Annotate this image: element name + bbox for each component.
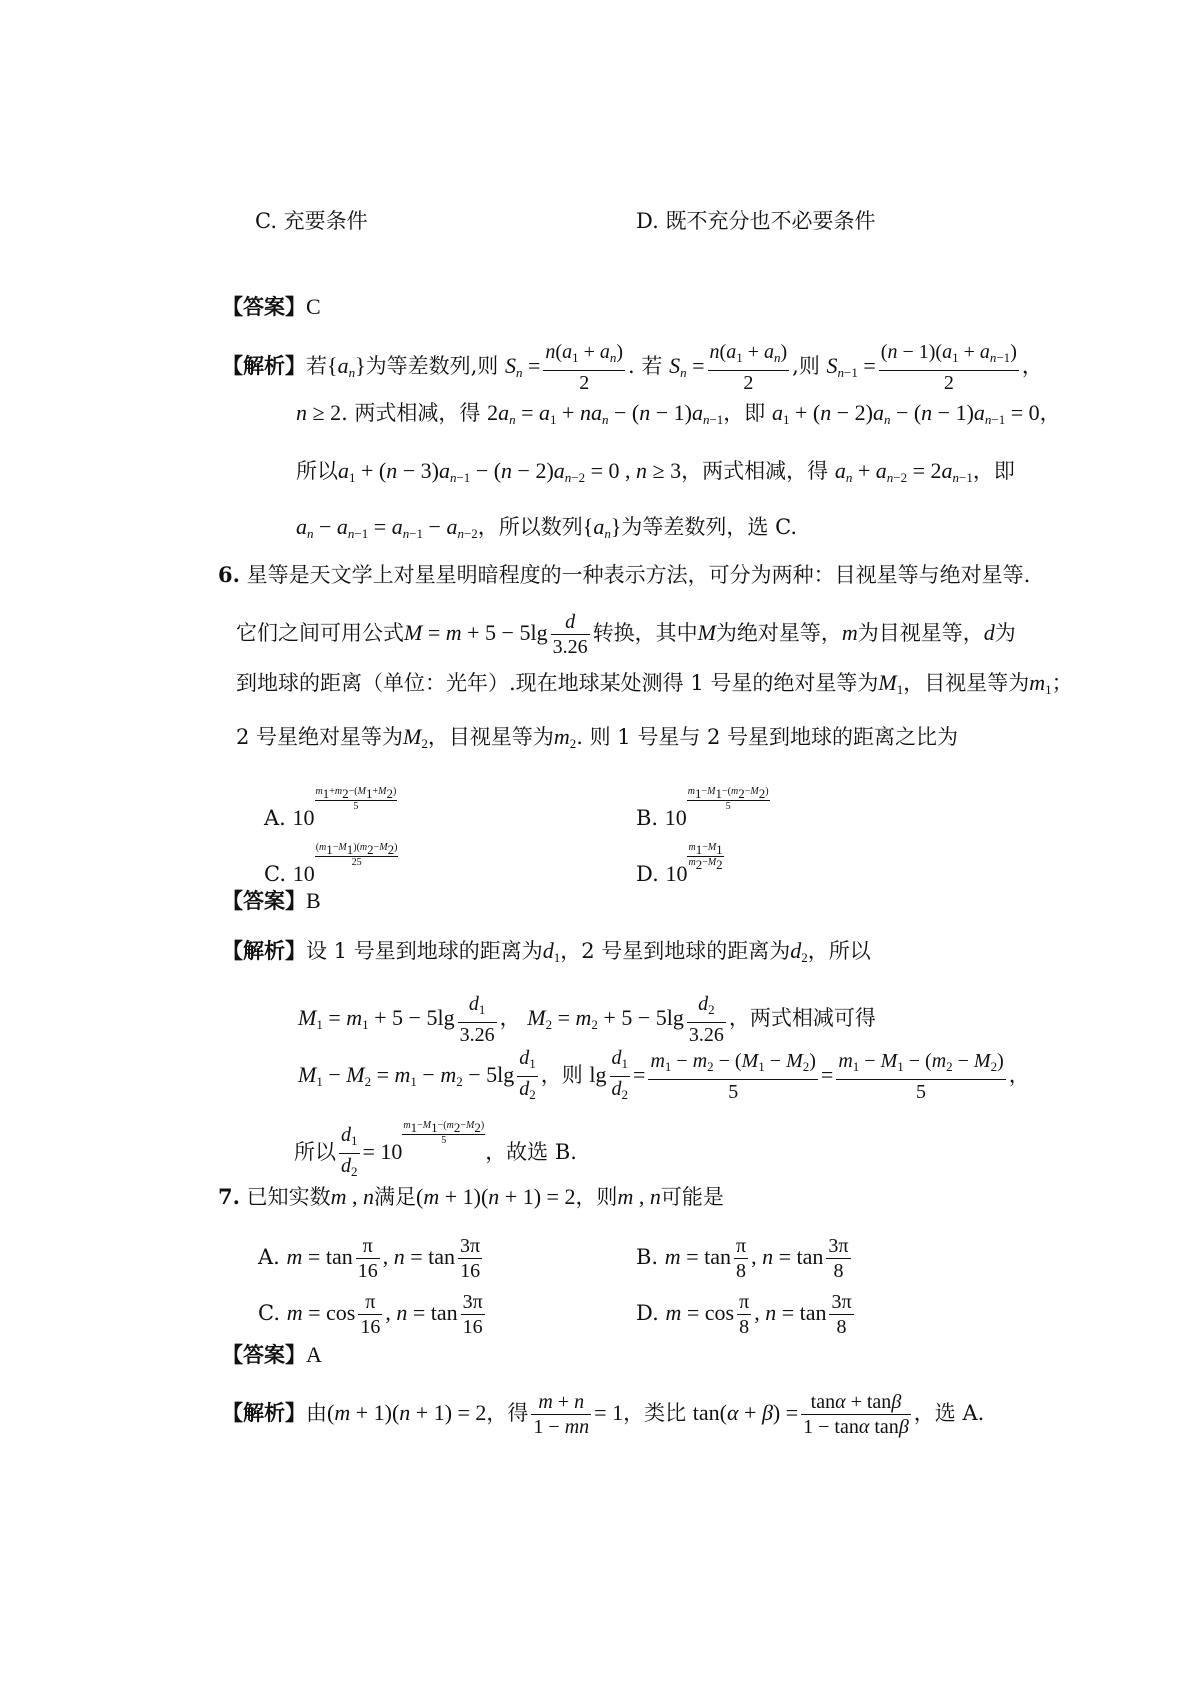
q7-option-d: D. m = cos $\frac{\pi}{8}$ , n = tan $\frac{3\pi}{8}$ <box>636 1291 852 1338</box>
q7-option-a: A. m = tan $\frac{\pi}{16}$ , n = tan $\frac{3\pi}{16}$ <box>258 1235 481 1282</box>
q6-stem-line4: 2 号星绝对星等为$M_2$，目视星等为$m_2$. 则 1 号星与 2 号星到地球的距离之比为 <box>236 724 959 751</box>
q6-stem-line1: 6. 星等是天文学上对星星明暗程度的一种表示方法，可分为两种：目视星等与绝对星等. <box>218 562 1031 587</box>
q5-solution-line2: n ≥ 2. 两式相减，得 $2a_n = a_1 + na_n - (n - 1)a_{n-1}$，即 $a_1 + (n - 2)a_n - (n - 1)a_{n-1} = 0$， <box>296 400 1061 427</box>
q6-option-c: C. 10 $\frac{(m_1-M_1)(m_2-M_2)}{25}$ <box>264 842 398 886</box>
q5-option-c: C. 充要条件 <box>255 209 368 233</box>
q6-answer: 【答案】B <box>222 888 321 913</box>
q6-option-d: D. 10 $\frac{m_1-M_1}{m_2-M_2}$ <box>636 842 723 886</box>
q5-solution-line3: 所以$a_1 + (n - 3)a_{n-1} - (n - 2)a_{n-2} = 0$ , n ≥ 3，两式相减，得 $a_n + a_{n-2} = 2a_{n-1}$，即 <box>296 458 1015 485</box>
q5-solution-line1: 【解析】若$\{a_n\}$为等差数列,则 $S_n$ = $\frac{n(a_1 + a_n)}{2}$ . 若 $S_n$ = $\frac{n(a_1 + a_n)}{2}$ ,则 $S_{n-1}$ = $\frac{(n - 1)(a_1 + a_{n-1})}{2}$ ， <box>222 341 1043 394</box>
q7-stem: 7. 已知实数m , n满足(m + 1)(n + 1) = 2，则m , n可能是 <box>218 1184 724 1209</box>
q6-stem-line2: 它们之间可用公式M = m + 5 − 5lg $\frac{d}{3.26}$ 转换，其中M为绝对星等，m为目视星等，d为 <box>236 611 1016 658</box>
q5-solution-line4: $a_n - a_{n-1} = a_{n-1} - a_{n-2}$，所以数列$\{a_n\}$为等差数列，选 C. <box>296 514 798 541</box>
q7-option-c: C. m = cos $\frac{\pi}{16}$ , n = tan $\frac{3\pi}{16}$ <box>258 1291 483 1338</box>
q5-answer: 【答案】C <box>222 294 321 319</box>
q6-stem-line3: 到地球的距离（单位：光年）.现在地球某处测得 1 号星的绝对星等为$M_1$，目视星等为$m_1$； <box>236 670 1073 697</box>
q7-answer: 【答案】A <box>222 1342 322 1367</box>
q6-solution-line3: $M_1 - M_2 = m_1 - m_2 - 5\lg$ $\frac{d_1}{d_2}$ ，则 lg $\frac{d_1}{d_2}$ = $\frac{m_1 - m_2 - (M_1 - M_2)}{5}$ = $\frac{m_1 - M_1 - (m_2 - M_2)}{5}$ ， <box>298 1047 1030 1103</box>
q6-option-a: A. 10 $\frac{m_1+m_2-(M_1+M_2)}{5}$ <box>264 786 397 830</box>
q6-solution-line2: $M_1 = m_1 + 5 - 5\lg$ $\frac{d_1}{3.26}$ ， $M_2 = m_2 + 5 - 5\lg$ $\frac{d_2}{3.26}$ ，两式相减可得 <box>298 993 876 1046</box>
q6-solution-line4: 所以 $\frac{d_1}{d_2}$ = 10 $\frac{m_1-M_1-(m_2-M_2)}{5}$ ，故选 B. <box>294 1120 577 1179</box>
q5-option-d: D. 既不充分也不必要条件 <box>636 209 876 233</box>
q7-option-b: B. m = tan $\frac{\pi}{8}$ , n = tan $\frac{3\pi}{8}$ <box>636 1235 849 1282</box>
q7-solution: 【解析】由(m + 1)(n + 1) = 2，得 $\frac{m + n}{1 - mn}$ = 1，类比 tan(α + β) = $\frac{\tan\alpha + \tan\beta}{\text{1 − tanα tanβ}}$ ，选 A. <box>222 1391 985 1438</box>
q6-solution-line1: 【解析】设 1 号星到地球的距离为$d_1$，2 号星到地球的距离为$d_2$，所以 <box>222 938 871 965</box>
q6-option-b: B. 10 $\frac{m_1-M_1-(m_2-M_2)}{5}$ <box>636 786 769 830</box>
